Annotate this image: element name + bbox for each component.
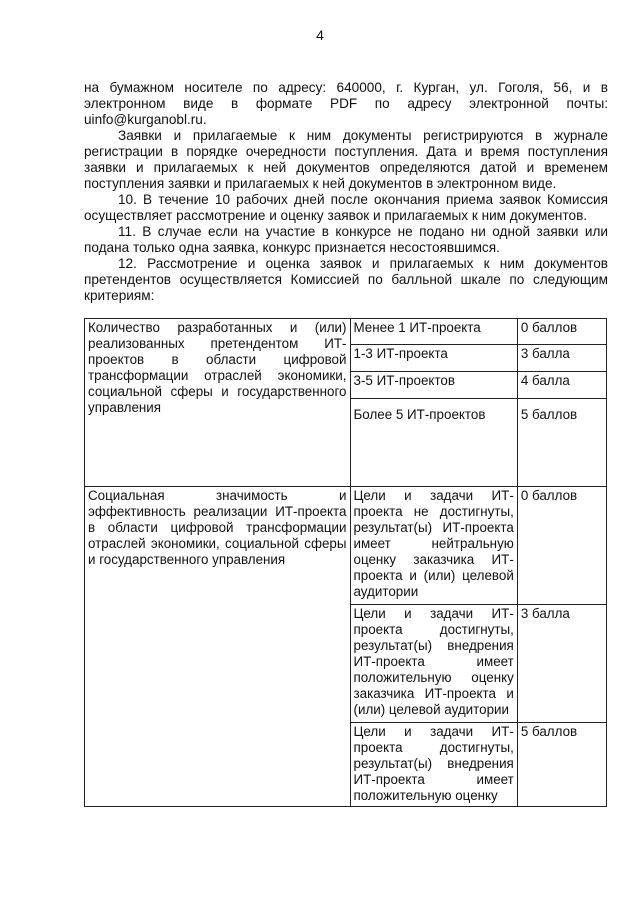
paragraph: 12. Рассмотрение и оценка заявок и прилагаемых к ним документов претендентов осуществляется Комиссией по балльной шкале по следующим критериям: bbox=[84, 256, 608, 303]
criterion-cell: Количество разработанных и (или) реализованных претендентом ИТ-проектов в области цифровой трансформации отраслей экономики, социальной сферы и государственного управления bbox=[85, 319, 351, 487]
score-cell: 0 баллов bbox=[517, 487, 606, 605]
page-number: 4 bbox=[316, 27, 324, 43]
condition-cell: Более 5 ИТ-проектов bbox=[350, 399, 517, 487]
score-cell: 5 баллов bbox=[517, 723, 606, 807]
table-row bbox=[85, 487, 607, 605]
body-text bbox=[84, 80, 608, 304]
paragraph: 11. В случае если на участие в конкурсе не подано ни одной заявки или подана только одна заявка, конкурс признается несостоявшимся. bbox=[84, 224, 608, 255]
criterion-cell: Социальная значимость и эффективность реализации ИТ-проекта в области цифровой трансформации отраслей экономики, социальной сферы и государственного управления bbox=[85, 487, 351, 807]
paragraph: на бумажном носителе по адресу: 640000, г. Курган, ул. Гоголя, 56, и в электронном виде в формате PDF по адресу электронной почты: uinfo@kurganobl.ru. bbox=[84, 80, 608, 127]
score-cell: 3 балла bbox=[517, 605, 606, 723]
condition-cell: 3-5 ИТ-проектов bbox=[350, 372, 517, 399]
condition-cell: 1-3 ИТ-проекта bbox=[350, 345, 517, 372]
table-row bbox=[85, 319, 607, 345]
condition-cell: Менее 1 ИТ-проекта bbox=[350, 319, 517, 345]
condition-cell: Цели и задачи ИТ-проекта достигнуты, результат(ы) внедрения ИТ-проекта имеет положительную оценку bbox=[350, 723, 517, 807]
paragraph: 10. В течение 10 рабочих дней после окончания приема заявок Комиссия осуществляет рассмотрение и оценку заявок и прилагаемых к ним документов. bbox=[84, 192, 608, 223]
condition-cell: Цели и задачи ИТ-проекта не достигнуты, результат(ы) ИТ-проекта имеет нейтральную оценку заказчика ИТ-проекта и (или) целевой аудитории bbox=[350, 487, 517, 605]
score-cell: 4 балла bbox=[517, 372, 606, 399]
paragraph: Заявки и прилагаемые к ним документы регистрируются в журнале регистрации в порядке очередности поступления. Дата и время поступления заявки и прилагаемых к ней документов определяются датой и временем поступления заявки и прилагаемых к ней документов в электронном виде. bbox=[84, 128, 608, 191]
condition-cell: Цели и задачи ИТ-проекта достигнуты, результат(ы) внедрения ИТ-проекта имеет положительную оценку заказчика ИТ-проекта и (или) целевой аудитории bbox=[350, 605, 517, 723]
score-cell: 5 баллов bbox=[517, 399, 606, 487]
criteria-table bbox=[84, 318, 607, 807]
score-cell: 0 баллов bbox=[517, 319, 606, 345]
score-cell: 3 балла bbox=[517, 345, 606, 372]
